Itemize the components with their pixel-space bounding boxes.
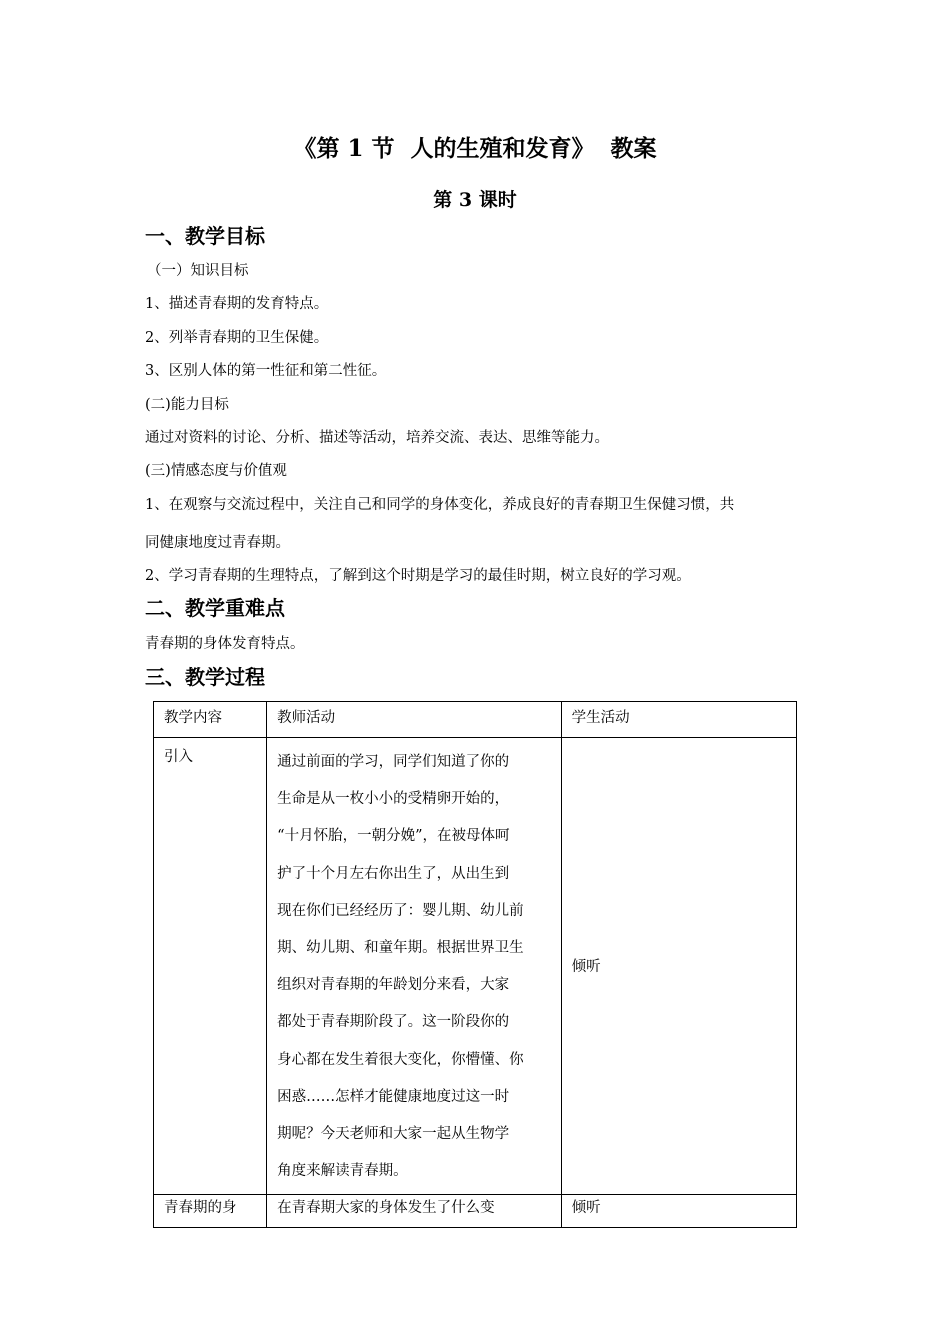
emotion-goal-item: 2、学习青春期的生理特点，了解到这个时期是学习的最佳时期，树立良好的学习观。 — [145, 568, 691, 584]
teacher-activity-cell: 在青春期大家的身体发生了什么变 — [267, 1195, 561, 1228]
knowledge-goal-item: 2、列举青春期的卫生保健。 — [145, 330, 329, 346]
teacher-activity-line: 角度来解读青春期。 — [277, 1163, 408, 1180]
content-cell: 引入 — [154, 738, 267, 1195]
emotion-goal-item: 1、在观察与交流过程中，关注自己和同学的身体变化，养成良好的青春期卫生保健习惯，共 — [145, 497, 735, 513]
knowledge-goal-item: 1、描述青春期的发育特点。 — [145, 296, 329, 312]
content-cell: 青春期的身 — [154, 1195, 267, 1228]
document-title: 《第 1 节 人的生殖和发育》 教案 — [293, 135, 657, 162]
teacher-activity-line: 生命是从一枚小小的受精卵开始的， — [277, 791, 510, 808]
table-row — [154, 1195, 797, 1228]
lesson-period: 第 3 课时 — [433, 189, 517, 211]
teacher-activity-line: 期、幼儿期、和童年期。根据世界卫生 — [277, 940, 524, 957]
teacher-activity-cell — [267, 738, 561, 1195]
key-points-text: 青春期的身体发育特点。 — [145, 636, 305, 652]
teacher-activity-line: 身心都在发生着很大变化，你懵懂、你 — [277, 1051, 524, 1068]
table-header-cell: 教学内容 — [154, 702, 267, 738]
table-row — [154, 738, 797, 1195]
teacher-activity-line: 组织对青春期的年龄划分来看，大家 — [277, 977, 510, 994]
teacher-activity-line: 现在你们已经经历了：婴儿期、幼儿前 — [277, 902, 524, 919]
table-header-cell: 教师活动 — [267, 702, 561, 738]
knowledge-goal-item: 3、区别人体的第一性征和第二性征。 — [145, 363, 387, 379]
student-activity-cell: 倾听 — [561, 1195, 796, 1228]
teacher-activity-line: 都处于青春期阶段了。这一阶段你的 — [277, 1014, 510, 1031]
teaching-process-table — [153, 701, 797, 1228]
emotion-goal-item-continued: 同健康地度过青春期。 — [145, 535, 290, 551]
table-header-row — [154, 702, 797, 738]
knowledge-goal-label: （一）知识目标 — [147, 263, 249, 279]
section-heading-key-points: 二、教学重难点 — [145, 596, 285, 620]
table-header-cell: 学生活动 — [561, 702, 796, 738]
student-activity-cell: 倾听 — [561, 738, 796, 1195]
section-heading-process: 三、教学过程 — [145, 665, 265, 689]
ability-goal-text: 通过对资料的讨论、分析、描述等活动，培养交流、表达、思维等能力。 — [145, 430, 609, 446]
emotion-goal-label: (三)情感态度与价值观 — [145, 463, 287, 479]
teacher-activity-line: 通过前面的学习，同学们知道了你的 — [277, 754, 510, 770]
teacher-activity-line: 护了十个月左右你出生了，从出生到 — [277, 865, 510, 882]
ability-goal-label: (二)能力目标 — [145, 397, 229, 413]
section-heading-objectives: 一、教学目标 — [145, 224, 265, 248]
teacher-activity-line: “十月怀胎，一朝分娩”，在被母体呵 — [277, 828, 510, 845]
teacher-activity-line: 期呢？今天老师和大家一起从生物学 — [277, 1126, 510, 1143]
teacher-activity-line: 困惑……怎样才能健康地度过这一时 — [277, 1088, 510, 1105]
